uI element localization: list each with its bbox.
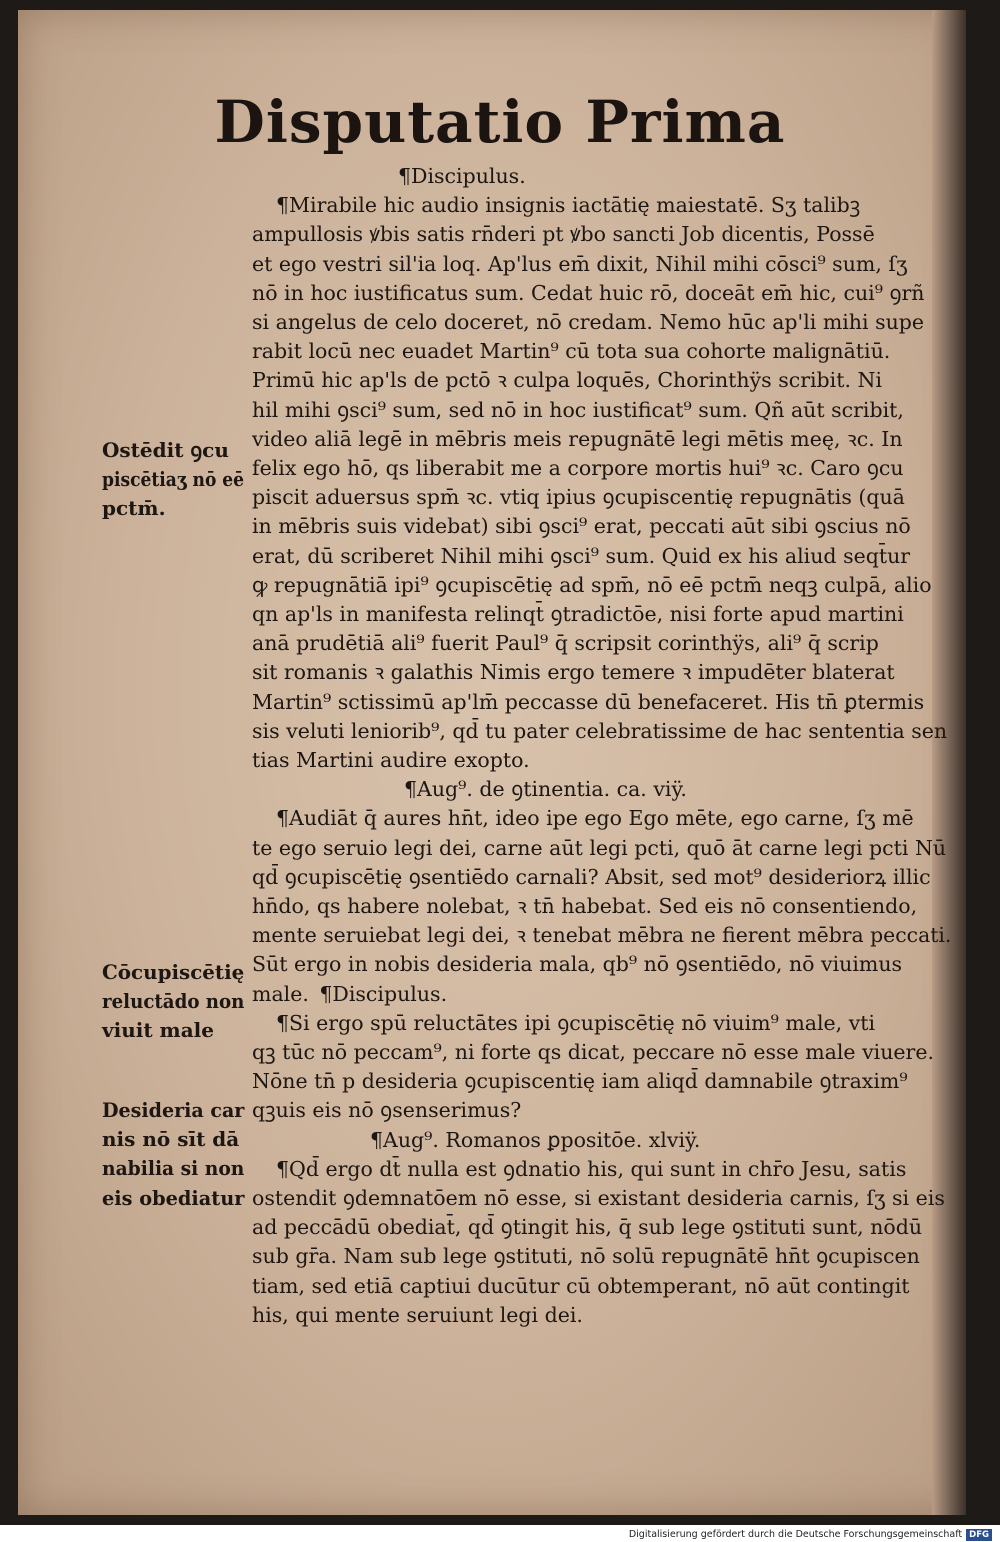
- body-line: Martin⁹ sctissimū ap'lm̄ peccasse dū benefaceret. His tn̄ ꝑtermis: [252, 689, 925, 714]
- body-line: felix ego hō, qs liberabit me a corpore mortis hui⁹ ꝛc. Caro ꝯcu: [252, 456, 904, 480]
- footer-credit: Digitalisierung gefördert durch die Deutsche Forschungsgemeinschaft: [628, 1529, 963, 1540]
- body-line: tias Martini audire exopto.: [252, 748, 530, 772]
- section-heading: ¶Aug⁹. de ꝯtinentia. ca. viÿ.: [404, 777, 687, 802]
- body-line: hn̄do, qs habere nolebat, ꝛ tn̄ habebat. Sed eis nō consentiendo,: [252, 894, 918, 918]
- body-line: qꝫ tūc nō peccam⁹, ni forte qs dicat, peccare nō esse male viuere.: [252, 1040, 935, 1064]
- body-line: piscit aduersus spm̄ ꝛc. vtiq ipius ꝯcupiscentię repugnātis (quā: [252, 485, 905, 510]
- body-line: sub gr̄a. Nam sub lege ꝯstituti, nō solū repugnātē hn̄t ꝯcupiscen: [252, 1244, 920, 1269]
- margin-note-line: nis nō sīt dā: [102, 1127, 240, 1152]
- body-line: ¶Si ergo spū reluctātes ipi ꝯcupiscētię nō viuim⁹ male, vti: [276, 1010, 876, 1035]
- body-line: ad peccādū obediat̄, qd̄ ꝯtingit his, q̄ sub lege ꝯstituti sunt, nōdū: [252, 1215, 923, 1240]
- section-heading: ¶Aug⁹. Romanos ꝑpositōe. xlviÿ.: [370, 1127, 701, 1152]
- body-line: qd̄ ꝯcupiscētię ꝯsentiēdo carnali? Absit, sed mot⁹ desideriorꝝ illic: [252, 864, 931, 889]
- body-line: si angelus de celo doceret, nō credam. Nemo hūc ap'li mihi supe: [252, 310, 925, 334]
- margin-note-line: viuit male: [102, 1018, 215, 1043]
- margin-note-line: pctm̄.: [102, 496, 166, 521]
- margin-note-line: Desideria car: [102, 1098, 245, 1122]
- body-line: nō in hoc iustificatus sum. Cedat huic rō, doceāt em̄ hic, cui⁹ ꝯrñ: [252, 280, 925, 305]
- body-line: video aliā legē in mēbris meis repugnātē legi mētis meę, ꝛc. In: [252, 426, 903, 451]
- body-line: sit romanis ꝛ galathis Nimis ergo temere ꝛ impudēter blaterat: [252, 660, 895, 685]
- margin-note-line: reluctādo non: [102, 989, 245, 1014]
- body-line: tiam, sed etiā captiui ducūtur cū obtemperant, nō aūt contingit: [252, 1273, 910, 1298]
- body-line: Primū hic ap'ls de pctō ꝛ culpa loquēs, Chorinthÿs scribit. Ni: [252, 368, 883, 393]
- body-line: anā prudētiā ali⁹ fuerit Paul⁹ q̄ scripsit corinthÿs, ali⁹ q̄ scrip: [252, 631, 879, 656]
- body-line: ostendit ꝯdemnatōem nō esse, si existant desideria carnis, ſʒ si eis: [252, 1186, 945, 1210]
- body-line: ꝙ repugnātiā ipi⁹ ꝯcupiscētię ad spm̄, nō eē pctm̄ neqꝫ culpā, alio: [252, 572, 932, 597]
- margin-note-line: Cōcupiscētię: [102, 960, 245, 984]
- body-line: qn ap'ls in manifesta relinqt̄ ꝯtradictōe, nisi forte apud martini: [252, 602, 904, 626]
- body-line: Nōne tn̄ p desideria ꝯcupiscentię iam aliqd̄ damnabile ꝯtraxim⁹: [252, 1069, 908, 1094]
- body-line: et ego vestri sil'ia loq. Ap'lus em̄ dixit, Nihil mihi cōsci⁹ sum, ſʒ: [252, 251, 908, 276]
- body-line: Sūt ergo in nobis desideria mala, qb⁹ nō ꝯsentiēdo, nō viuimus: [252, 952, 903, 977]
- page-gutter: [932, 10, 966, 1515]
- margin-note-line: Ostēdit ꝯcu: [102, 438, 229, 462]
- margin-note-line: piscētiaʒ nō eē: [102, 467, 245, 492]
- page-title: Disputatio Prima: [214, 88, 786, 156]
- body-line: ¶Qd̄ ergo dt̄ nulla est ꝯdnatio his, qui sunt in chr̄o Jesu, satis: [276, 1156, 907, 1181]
- body-line: male. ¶Discipulus.: [252, 981, 448, 1006]
- body-line: sis veluti leniorib⁹, qd̄ tu pater celebratissime de hac sententia sen: [252, 718, 948, 743]
- body-line: mente seruiebat legi dei, ꝛ tenebat mēbra ne fierent mēbra peccati.: [252, 923, 952, 948]
- body-line: his, qui mente seruiunt legi dei.: [252, 1302, 583, 1327]
- body-line: in mēbris suis videbat) sibi ꝯsci⁹ erat, peccati aūt sibi ꝯscius nō: [252, 514, 911, 539]
- body-line: qꝫuis eis nō ꝯsenserimus?: [252, 1098, 522, 1123]
- section-heading: ¶Discipulus.: [398, 164, 526, 188]
- body-line: erat, dū scriberet Nihil mihi ꝯsci⁹ sum. Quid ex his aliud seqt̄ur: [252, 543, 911, 568]
- body-line: ampullosis ꝟbis satis rn̄deri pt ꝟbo sancti Job dicentis, Possē: [252, 222, 875, 247]
- body-line: ¶Audiāt q̄ aures hn̄t, ideo ipe ego Ego mēte, ego carne, ſʒ mē: [276, 806, 914, 831]
- body-line: te ego seruio legi dei, carne aūt legi pcti, quō āt carne legi pcti Nū: [252, 835, 947, 860]
- margin-note-line: nabilia si non: [102, 1156, 245, 1181]
- footer: [629, 1527, 992, 1542]
- margin-note-line: eis obediatur: [102, 1185, 245, 1210]
- body-line: ¶Mirabile hic audio insignis iactātię maiestatē. Sʒ talibꝫ: [276, 193, 861, 218]
- body-line: hil mihi ꝯsci⁹ sum, sed nō in hoc iustificat⁹ sum. Qñ aūt scribit,: [252, 397, 904, 422]
- dfg-logo: DFG: [966, 1529, 992, 1541]
- body-line: rabit locū nec euadet Martin⁹ cū tota sua cohorte malignātiū.: [252, 339, 891, 364]
